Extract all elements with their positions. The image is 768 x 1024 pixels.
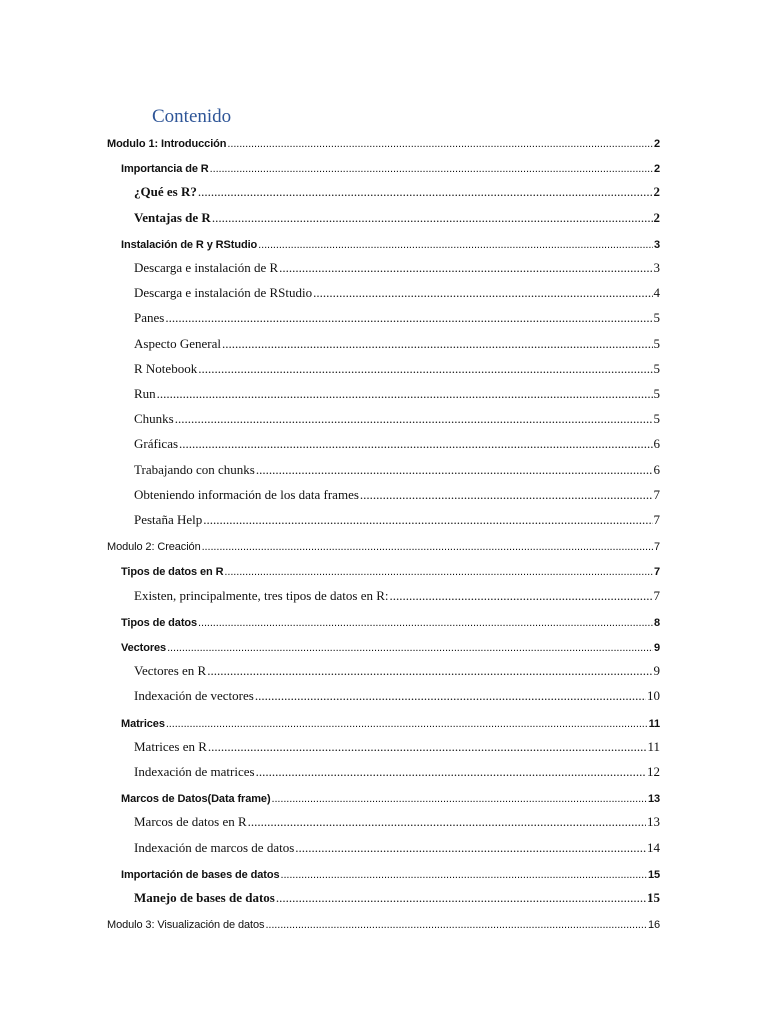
toc-entry[interactable]: [121, 632, 660, 654]
toc-dot-leader: [202, 541, 653, 553]
toc-dot-leader: [256, 462, 653, 478]
toc-entry[interactable]: [134, 279, 660, 301]
toc-entry-title: Vectores: [121, 642, 167, 654]
toc-entry[interactable]: [107, 128, 660, 150]
toc-entry[interactable]: [134, 582, 660, 604]
toc-entry[interactable]: [134, 834, 660, 856]
toc-dot-leader: [255, 688, 646, 704]
toc-page-number: 7: [653, 512, 660, 527]
toc-page-number: 7: [653, 486, 660, 502]
toc-entry[interactable]: [134, 330, 660, 352]
toc-dot-leader: [280, 869, 646, 881]
toc-entry-title: Manejo de bases de datos: [134, 890, 275, 905]
toc-page-number: 9: [653, 642, 660, 654]
toc-page-number: 15: [647, 890, 660, 905]
toc-page-number: 7: [653, 541, 660, 554]
toc-entry[interactable]: [134, 481, 660, 503]
toc-entry-title: Aspecto General: [134, 335, 221, 351]
toc-entry-title: Instalación de R y RStudio: [121, 238, 258, 251]
toc-dot-leader: [295, 840, 646, 856]
toc-entry[interactable]: [134, 808, 660, 830]
toc-dot-leader: [272, 793, 647, 805]
toc-dot-leader: [165, 310, 652, 326]
toc-dot-leader: [198, 361, 652, 377]
toc-entry-title: Trabajando con chunks: [134, 461, 255, 477]
toc-entry-title: Ventajas de R: [134, 209, 211, 225]
toc-entry[interactable]: [134, 178, 660, 200]
toc-entry[interactable]: [134, 884, 660, 906]
toc-entry[interactable]: [134, 254, 660, 276]
toc-entry[interactable]: [134, 657, 660, 679]
toc-page-number: 5: [653, 360, 660, 376]
toc-entry-title: Run: [134, 386, 156, 401]
toc-dot-leader: [313, 285, 652, 301]
toc-page-number: 2: [653, 209, 660, 225]
toc-dot-leader: [227, 138, 653, 150]
toc-dot-leader: [207, 663, 652, 679]
toc-page-number: 11: [647, 738, 660, 754]
toc-entry[interactable]: [121, 708, 660, 730]
toc-page-number: 2: [653, 163, 660, 176]
toc-page-number: 12: [647, 764, 660, 779]
toc-entry[interactable]: [134, 506, 660, 528]
toc-page-number: 13: [647, 793, 660, 806]
toc-dot-leader: [279, 260, 652, 276]
toc-dot-leader: [390, 588, 653, 604]
toc-page-number: 6: [653, 461, 660, 477]
toc-entry[interactable]: [107, 531, 660, 553]
toc-entry-title: Vectores en R: [134, 663, 207, 679]
toc-entry[interactable]: [121, 229, 660, 251]
toc-entry[interactable]: [107, 909, 660, 931]
toc-entry-title: Descarga e instalación de RStudio: [134, 285, 313, 301]
toc-entry[interactable]: [134, 204, 660, 226]
toc-entry-title: Importación de bases de datos: [121, 868, 280, 881]
toc-entry-title: Chunks: [134, 411, 174, 427]
toc-dot-leader: [224, 566, 653, 578]
toc-dot-leader: [258, 239, 653, 251]
toc-dot-leader: [167, 642, 653, 654]
toc-entry-title: Indexación de vectores: [134, 688, 254, 704]
toc-entry[interactable]: [134, 304, 660, 326]
toc-page-number: 16: [647, 919, 660, 932]
page-title: Contenido: [152, 106, 232, 127]
toc-page-number: 15: [647, 868, 660, 881]
toc-dot-leader: [203, 512, 652, 528]
toc-entry[interactable]: [121, 783, 660, 805]
toc-entry-title: Panes: [134, 310, 165, 326]
toc-page-number: 7: [653, 587, 660, 603]
toc-entry-title: Descarga e instalación de R: [134, 260, 279, 275]
toc-entry-title: Modulo 1: Introducción: [107, 138, 227, 150]
toc-page-number: 3: [653, 260, 660, 275]
toc-entry-title: Modulo 2: Creación: [107, 541, 201, 554]
toc-dot-leader: [198, 617, 653, 629]
toc-dot-leader: [210, 163, 653, 175]
toc-page-number: 5: [653, 386, 660, 401]
toc-entry-title: Gráficas: [134, 436, 179, 452]
toc-entry-title: Matrices en R: [134, 738, 207, 754]
toc-entry-title: Indexación de matrices: [134, 764, 255, 779]
toc-entry-title: Indexación de marcos de datos: [134, 839, 295, 855]
toc-page-number: 8: [653, 616, 660, 629]
toc-entry-title: Marcos de Datos(Data frame): [121, 793, 271, 806]
toc-dot-leader: [360, 487, 653, 503]
toc-dot-leader: [256, 764, 646, 780]
toc-page-number: 4: [653, 285, 660, 301]
toc-entry-title: Importancia de R: [121, 163, 209, 176]
toc-entry[interactable]: [121, 859, 660, 881]
toc-page-number: 3: [653, 238, 660, 251]
toc-dot-leader: [179, 436, 652, 452]
toc-entry-title: Existen, principalmente, tres tipos de datos en R:: [134, 587, 389, 603]
toc-entry[interactable]: [134, 380, 660, 402]
toc-dot-leader: [222, 336, 653, 352]
toc-page-number: 5: [653, 335, 660, 351]
toc-entry[interactable]: [134, 355, 660, 377]
toc-page-number: 14: [647, 839, 660, 855]
toc-dot-leader: [265, 919, 647, 931]
toc-entry[interactable]: [134, 733, 660, 755]
toc-dot-leader: [276, 890, 646, 906]
toc-entry[interactable]: [134, 430, 660, 452]
toc-entry-title: Marcos de datos en R: [134, 814, 247, 830]
toc-entry[interactable]: [134, 758, 660, 780]
toc-page-number: 5: [653, 310, 660, 326]
toc-entry[interactable]: [121, 153, 660, 175]
toc-page-number: 10: [647, 688, 660, 704]
toc-entry[interactable]: [134, 456, 660, 478]
toc-dot-leader: [212, 210, 653, 226]
toc-entry-title: Obteniendo información de los data frames: [134, 486, 359, 502]
toc-page-number: 2: [653, 184, 660, 200]
toc-entry-title: ¿Qué es R?: [134, 184, 197, 200]
toc-page-number: 13: [647, 814, 660, 830]
toc-dot-leader: [166, 718, 648, 730]
toc-page-number: 11: [648, 717, 660, 730]
toc-entry-title: Pestaña Help: [134, 512, 203, 527]
toc-page-number: 5: [653, 411, 660, 427]
toc-entry[interactable]: [134, 405, 660, 427]
toc-entry[interactable]: [121, 607, 660, 629]
toc-entry-title: Matrices: [121, 717, 165, 730]
toc-dot-leader: [248, 814, 646, 830]
toc-entry-title: Tipos de datos: [121, 616, 198, 629]
toc-entry-title: Tipos de datos en R: [121, 566, 224, 579]
toc-dot-leader: [157, 386, 653, 402]
toc-dot-leader: [175, 411, 653, 427]
toc-entry-title: Modulo 3: Visualización de datos: [107, 919, 265, 932]
toc-entry[interactable]: [134, 682, 660, 704]
toc-entry-title: R Notebook: [134, 360, 198, 376]
toc-page-number: 9: [653, 663, 660, 679]
toc-dot-leader: [208, 739, 647, 755]
toc-entry[interactable]: [121, 556, 660, 578]
toc-page-number: 6: [653, 436, 660, 452]
toc-dot-leader: [198, 184, 653, 200]
toc-page-number: 7: [653, 566, 660, 579]
toc-page-number: 2: [653, 138, 660, 150]
